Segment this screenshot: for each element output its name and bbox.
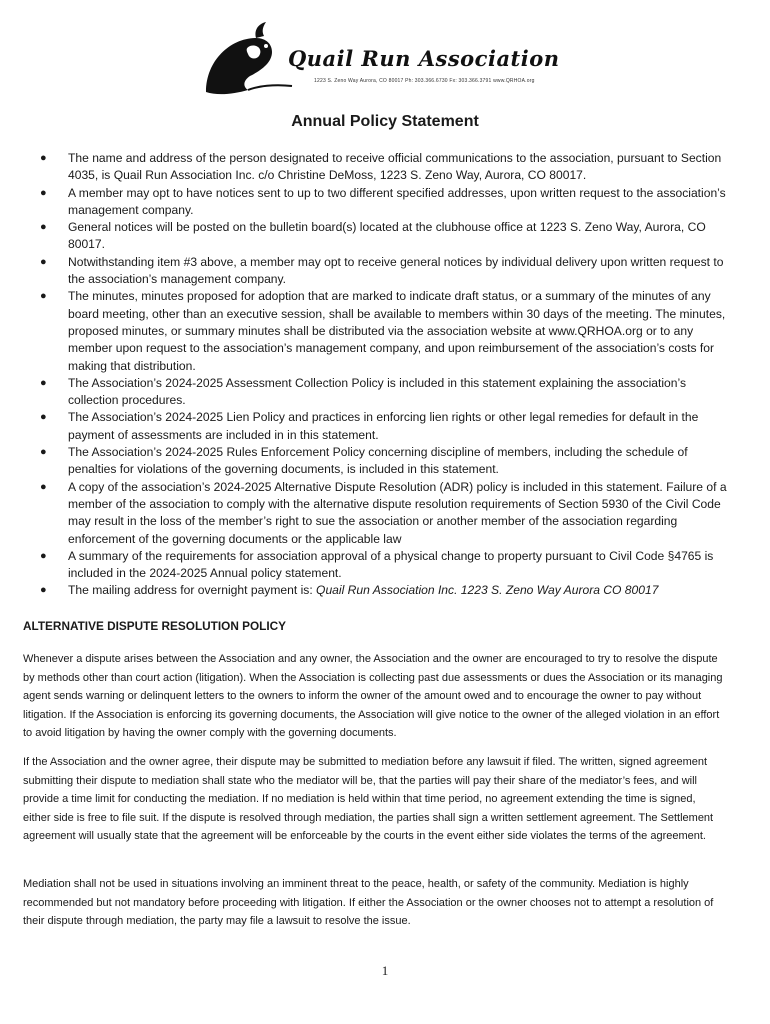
list-item-text: The Association’s 2024-2025 Assessment Collection Policy is included in this statement explaining the association’s collection procedures. [68, 375, 687, 408]
list-item-text: Notwithstanding item #3 above, a member may opt to receive general notices by individual delivery upon written request to the association’s management company. [68, 254, 724, 287]
bullet-dot-icon: ● [40, 411, 47, 424]
list-item [40, 375, 730, 410]
list-item [40, 548, 730, 583]
list-item-text: A member may opt to have notices sent to up to two different specified addresses, upon written request to the association’s management company. [68, 185, 726, 217]
logo-contact-line: 1223 S. Zeno Way Aurora, CO 80017 Ph: 303.366.6730 Fx: 303.366.3791 www.QRHOA.org [314, 78, 535, 84]
list-item [40, 185, 730, 220]
body-paragraph: Whenever a dispute arises between the Association and any owner, the Association and the owner are encouraged to try to resolve the dispute by methods other than court action (litigation). When the Association is collecting past due assessments or dues the Association or its managing agent sends warning or delinquent letters to the owners to inform the owner of the amount owed and to encourage the owner to pay without litigation. If the Association is enforcing its governing documents, the Association will give notice to the owner of the alleged violation in an effort to avoid litigation by having the owner comply with the governing documents. [23, 653, 723, 739]
bullet-dot-icon: ● [40, 186, 47, 199]
bullet-dot-icon: ● [40, 152, 47, 164]
policy-bullet-list [40, 150, 730, 600]
list-item [40, 150, 730, 185]
body-paragraph: If the Association and the owner agree, their dispute may be submitted to mediation before any lawsuit if filed. The written, signed agreement submitting their dispute to mediation shall state who the mediator will be, that the parties will pay their share of the mediator’s fees, and will provide a time limit for conducting the mediation. If no mediation is held within that time period, no agreement extending the time is signed, either side is free to file suit. If the dispute is resolved through mediation, the parties shall sign a written settlement agreement. The Settlement agreement will usually state that the agreement will be enforceable by the courts in the event either side violates the terms of the agreement. [23, 756, 714, 842]
list-item [40, 444, 730, 479]
list-item-text: The name and address of the person designated to receive official communications to the association, pursuant to Section 4035, is Quail Run Association Inc. c/o Christine DeMoss, 1223 S. Zeno Way, Aurora, CO 80017. [68, 151, 722, 183]
bullet-dot-icon: ● [40, 221, 47, 234]
overnight-address: Quail Run Association Inc. 1223 S. Zeno Way Aurora CO 80017 [316, 583, 659, 598]
bullet-dot-icon: ● [40, 446, 47, 459]
list-item [40, 582, 730, 599]
bullet-dot-icon: ● [40, 480, 47, 493]
bullet-dot-icon: ● [40, 549, 47, 562]
list-item-text: The Association’s 2024-2025 Lien Policy and practices in enforcing lien rights or other legal remedies for default in the payment of assessments are included in in this statement. [68, 410, 699, 442]
list-item [40, 409, 730, 444]
bullet-dot-icon: ● [40, 376, 47, 389]
bullet-dot-icon: ● [40, 255, 47, 268]
page-title: Annual Policy Statement [291, 113, 479, 130]
list-item [40, 254, 730, 289]
bullet-dot-icon: ● [40, 584, 47, 597]
page-number: 1 [381, 963, 389, 978]
association-logo [196, 20, 566, 100]
overnight-label: The mailing address for overnight payment is: [68, 583, 317, 598]
list-item [40, 288, 730, 374]
list-item-text: A summary of the requirements for association approval of a physical change to property pursuant to Civil Code §4765 is included in the 2024-2025 Annual policy statement. [68, 548, 714, 581]
body-paragraph: Mediation shall not be used in situations involving an imminent threat to the peace, health, or safety of the community. Mediation is highly recommended but not mandatory before proceeding with litigation. If either the Association or the owner chooses not to attempt a resolution of their dispute through mediation, the party may file a lawsuit to resolve the issue. [23, 878, 714, 927]
section-heading: ALTERNATIVE DISPUTE RESOLUTION POLICY [23, 619, 287, 633]
list-item [40, 219, 730, 254]
list-item-text: The Association’s 2024-2025 Rules Enforcement Policy concerning discipline of members, including the schedule of penalties for violations of the governing documents, is included in this statement. [68, 445, 688, 477]
list-item-text: General notices will be posted on the bulletin board(s) located at the clubhouse office at 1223 S. Zeno Way, Aurora, CO 80017. [68, 220, 706, 252]
list-item-text: The minutes, minutes proposed for adoption that are marked to indicate draft status, or a summary of the minutes of any board meeting, other than an executive session, shall be available to members within 30 days of the meeting. The minutes, proposed minutes, or summary minutes shall be distributed via the association website at www.QRHOA.org or to any member upon request to the association’s management company, and upon reimbursement of the association’s costs for making that distribution. [68, 289, 726, 373]
bullet-dot-icon: ● [40, 290, 47, 303]
logo-name: Quail Run Association [288, 46, 560, 71]
list-item-text: A copy of the association’s 2024-2025 Alternative Dispute Resolution (ADR) policy is included in this statement. Failure of a member of the association to comply with the alternative dispute resolution requirements of Section 5930 of the Civil Code may result in the loss of the member’s right to sue the association or another member of the association regarding enforcement of the governing documents or the applicable law [68, 479, 727, 546]
list-item [40, 479, 730, 548]
